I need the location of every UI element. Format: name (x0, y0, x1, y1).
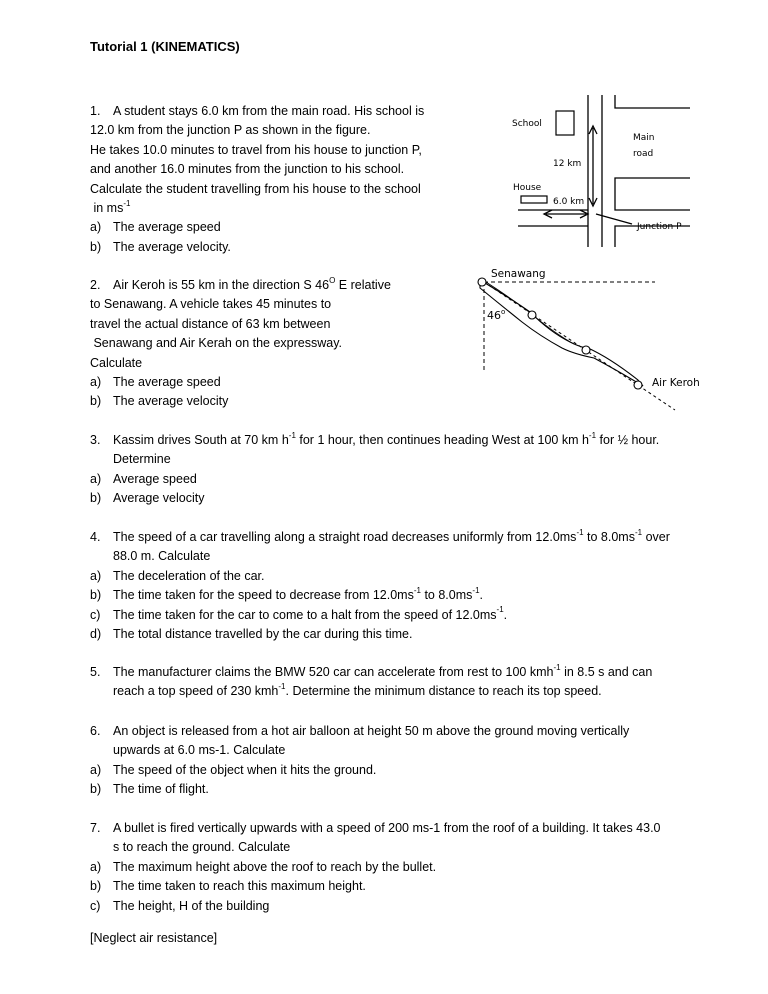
senawang-point (478, 278, 486, 286)
question-1 (90, 102, 450, 257)
q5-line-2: reach a top speed of 230 kmh$^{-1}$. Determine the minimum distance to reach its top speed. (113, 682, 602, 699)
question-6: 6. An object is released from a hot air balloon at height 50 m above the ground moving vertically upwards at 6.0 ms-1. Calculate a) The speed of the object when it hits the ground. b) The time of flight. (90, 722, 690, 800)
q2-part-a: a) The average speed (90, 375, 221, 390)
q7-line-2: s to reach the ground. Calculate (113, 840, 291, 855)
q3-part-a: a) Average speed (90, 471, 197, 486)
house-building (521, 196, 547, 203)
q7-part-b: b) The time taken to reach this maximum height. (90, 879, 366, 894)
distance-6km-label: 6.0 km (553, 197, 585, 207)
q1-line-5: Calculate the student travelling from his house to the school (90, 181, 421, 196)
q2-line-5: Calculate (90, 355, 143, 370)
q1-line-1: A student stays 6.0 km from the main road. His school is (113, 104, 425, 118)
q4-part-c: c) The time taken for the car to come to a halt from the speed of $12.0ms^{-1}$. (90, 605, 508, 622)
q2-line-3: travel the actual distance of 63 km between (90, 316, 331, 331)
waypoint-1 (528, 311, 536, 319)
distance-12km-label: 12 km (553, 159, 582, 169)
question-number: 5. (90, 665, 101, 679)
q1-part-a: a) The average speed (90, 220, 221, 235)
q3-part-b: b) Average velocity (90, 491, 205, 506)
school-label: School (512, 119, 542, 129)
junction-label: Junction P (637, 222, 682, 232)
question-number: 4. (90, 530, 101, 544)
question-4: 4. The speed of a car travelling along a straight road decreases uniformly from $12.0ms^{-1}$ to $8.0ms^{-1}$ over 88.0 m. Calculate a) The deceleration of the car. b) The time taken for the speed to decrease from $12.0ms^{-1}$ to $8.0ms^{-1}$. c) The time taken for the car to come to a halt from the speed of $12.0ms^{-1}$. d) The total distance travelled by the car during this time. (90, 528, 690, 644)
senawang-label: Senawang (491, 268, 546, 280)
q4-line-2: 88.0 m. Calculate (113, 549, 211, 564)
q7-part-c: c) The height, H of the building (90, 898, 270, 913)
footer-note: [Neglect air resistance] (90, 931, 218, 945)
q6-part-a: a) The speed of the object when it hits the ground. (90, 762, 377, 777)
school-building (556, 111, 574, 135)
q2-line-4: Senawang and Air Kerah on the expressway. (90, 336, 343, 351)
question-number: 6. (90, 724, 101, 738)
q4-part-d: d) The total distance travelled by the car during this time. (90, 627, 413, 642)
air-keroh-label: Air Keroh (652, 377, 700, 389)
q1-line-2: 12.0 km from the junction P as shown in the figure. (90, 123, 371, 138)
road-map-figure (500, 92, 700, 252)
q1-line-4: and another 16.0 minutes from the junction to his school. (90, 162, 405, 177)
question-number: 7. (90, 821, 101, 835)
q3-line-2: Determine (113, 452, 171, 467)
question-number: 3. (90, 433, 101, 447)
q1-part-b: b) The average velocity. (90, 239, 231, 254)
house-label: House (513, 183, 542, 193)
q6-part-b: b) The time of flight. (90, 782, 209, 797)
question-number: 2. (90, 278, 101, 292)
q4-part-b: b) The time taken for the speed to decrease from $12.0ms^{-1}$ to $8.0ms^{-1}$. (90, 586, 484, 603)
q2-line-2: to Senawang. A vehicle takes 45 minutes to (90, 297, 332, 312)
q2-part-b: b) The average velocity (90, 394, 229, 409)
q1-line-3: He takes 10.0 minutes to travel from his house to junction P, (90, 142, 422, 157)
q1-unit: in $ms^{-1}$ (90, 198, 131, 216)
q7-part-a: a) The maximum height above the roof to reach by the bullet. (90, 859, 437, 874)
air-keroh-point (634, 381, 642, 389)
waypoint-2 (582, 346, 590, 354)
main-road-label: Main (633, 133, 655, 143)
main-road-label-2: road (633, 149, 654, 159)
angle-label: 46$^o$ (487, 308, 506, 322)
question-number: 1. (90, 104, 101, 118)
expressway-figure (470, 262, 720, 412)
question-2: 2. Air Keroh is 55 km in the direction S $46^O$ E relative to Senawang. A vehicle takes 45 minutes to travel the actual distance of 63 km between Senawang and Air Kerah on the expressway. Calculate a) The average speed b) The average velocity (90, 276, 410, 412)
q4-part-a: a) The deceleration of the car. (90, 568, 265, 583)
page-title: Tutorial 1 (KINEMATICS) (90, 39, 240, 54)
question-5: 5. The manufacturer claims the BMW 520 car can accelerate from rest to 100 kmh$^{-1}$ in 8.5 s and can reach a top speed of 230 kmh$^{-1}$. Determine the minimum distance to reach its top speed. (90, 663, 690, 702)
question-7: 7. A bullet is fired vertically upwards with a speed of 200 ms-1 from the roof of a building. It takes 43.0 s to reach the ground. Calculate a) The maximum height above the roof to reach by the bullet. b) The time taken to reach this maximum height. c) The height, H of the building (90, 819, 690, 916)
q6-line-2: upwards at 6.0 ms-1. Calculate (113, 743, 286, 758)
question-3: 3. Kassim drives South at 70 km $h^{-1}$ for 1 hour, then continues heading West at 100 km $h^{-1}$ for ½ hour. Determine a) Average speed b) Average velocity (90, 431, 690, 509)
